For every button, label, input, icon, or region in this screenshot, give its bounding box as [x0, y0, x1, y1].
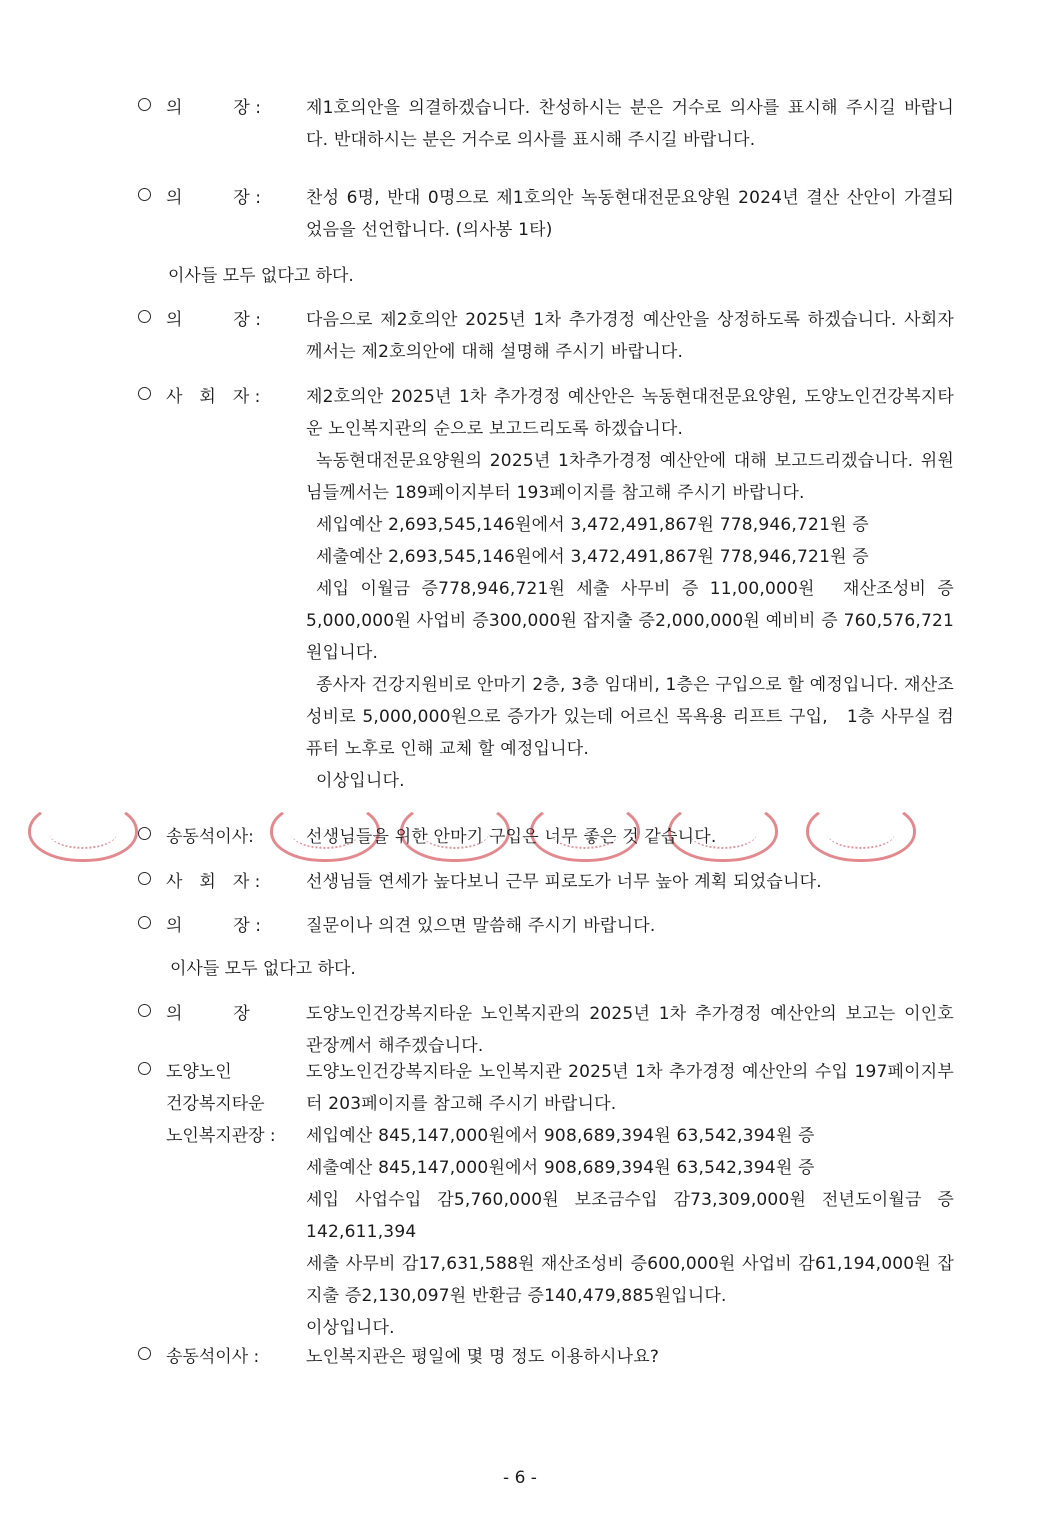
speech-line: 녹동현대전문요양원의 2025년 1차추가경정 예산안에 대해 보고드리겠습니다. 위원님들께서는 189페이지부터 193페이지를 참고해 주시기 바랍니다. — [306, 451, 954, 503]
speech-text — [306, 1056, 954, 1344]
speech-text — [306, 821, 954, 853]
speech-text — [306, 182, 954, 246]
speaker-label: 의 장 : — [166, 916, 261, 936]
proceedings-note: 이사들 모두 없다고 하다. — [168, 266, 354, 286]
speaker-label: 의 장 : — [166, 188, 261, 208]
speaker-label: 송동석이사: — [166, 827, 254, 847]
speech-line: 세입 이월금 증778,946,721원 세출 사무비 증 11,00,000원 재산조성비 증 5,000,000원 사업비 증300,000원 잡지출 증2,000,000원 예비비 증 760,576,721원입니다. — [306, 579, 954, 663]
speech-line: 다음으로 제2호의안 2025년 1차 추가경정 예산안을 상정하도록 하겠습니다. 사회자께서는 제2호의안에 대해 설명해 주시기 바랍니다. — [306, 310, 954, 362]
speaker-label: 송동석이사 : — [166, 1347, 260, 1367]
speech-line: 세출예산 2,693,545,146원에서 3,472,491,867원 778,946,721원 증 — [316, 547, 869, 567]
speech-line: 세입예산 2,693,545,146원에서 3,472,491,867원 778,946,721원 증 — [316, 515, 869, 535]
circle-bullet-icon — [138, 1062, 151, 1075]
speaker-label: 사 회 자 : — [166, 872, 261, 892]
speech-line: 제2호의안 2025년 1차 추가경정 예산안은 녹동현대전문요양원, 도양노인건강복지타운 노인복지관의 순으로 보고드리도록 하겠습니다. — [306, 387, 954, 439]
speech-line: 도양노인건강복지타운 노인복지관의 2025년 1차 추가경정 예산안의 보고는 이인호 관장께서 해주겠습니다. — [306, 1004, 954, 1056]
speech-line: 세출예산 845,147,000원에서 908,689,394원 63,542,394원 증 — [306, 1158, 815, 1178]
speaker-label-line: 도양노인 — [166, 1062, 232, 1082]
speech-text — [306, 998, 954, 1062]
page-number: - 6 - — [503, 1468, 537, 1488]
speech-line: 세입예산 845,147,000원에서 908,689,394원 63,542,394원 증 — [306, 1126, 815, 1146]
speech-text — [306, 304, 954, 368]
circle-bullet-icon — [138, 387, 151, 400]
circle-bullet-icon — [138, 98, 151, 111]
circle-bullet-icon — [138, 827, 151, 840]
circle-bullet-icon — [138, 310, 151, 323]
speech-line: 찬성 6명, 반대 0명으로 제1호의안 녹동현대전문요양원 2024년 결산 산안이 가결되었음을 선언합니다. (의사봉 1타) — [306, 188, 954, 240]
speech-line: 질문이나 의견 있으면 말씀해 주시기 바랍니다. — [306, 916, 656, 936]
speaker-label-line: 건강복지타운 — [166, 1094, 265, 1114]
circle-bullet-icon — [138, 872, 151, 885]
red-seal-stamp — [28, 800, 138, 862]
speaker-label-line: 노인복지관장 : — [166, 1126, 276, 1146]
speech-text — [306, 910, 954, 942]
speech-text — [306, 1341, 954, 1373]
speaker-label: 의 장 : — [166, 310, 261, 330]
speech-line: 이상입니다. — [306, 1318, 395, 1338]
speech-line: 세출 사무비 감17,631,588원 재산조성비 증600,000원 사업비 감61,194,000원 잡지출 증2,130,097원 반환금 증140,479,885원입니다. — [306, 1254, 954, 1306]
speaker-label — [166, 1056, 296, 1152]
circle-bullet-icon — [138, 1004, 151, 1017]
speech-line: 제1호의안을 의결하겠습니다. 찬성하시는 분은 거수로 의사를 표시해 주시길 바랍니다. 반대하시는 분은 거수로 의사를 표시해 주시길 바랍니다. — [306, 98, 954, 150]
speech-line: 선생님들 연세가 높다보니 근무 피로도가 너무 높아 계획 되었습니다. — [306, 872, 822, 892]
speaker-label: 의 장 — [166, 1004, 250, 1024]
proceedings-note: 이사들 모두 없다고 하다. — [170, 959, 356, 979]
circle-bullet-icon — [138, 916, 151, 929]
speech-line: 세입 사업수입 감5,760,000원 보조금수입 감73,309,000원 전년도이월금 증142,611,394 — [306, 1190, 954, 1242]
speech-line: 종사자 건강지원비로 안마기 2층, 3층 임대비, 1층은 구입으로 할 예정입니다. 재산조성비로 5,000,000원으로 증가가 있는데 어르신 목욕용 리프트 구입, 1층 사무실 컴퓨터 노후로 인해 교체 할 예정입니다. — [306, 675, 954, 759]
speech-text — [306, 381, 954, 797]
speech-line: 도양노인건강복지타운 노인복지관 2025년 1차 추가경정 예산안의 수입 197페이지부터 203페이지를 참고해 주시기 바랍니다. — [306, 1062, 954, 1114]
speech-line: 이상입니다. — [316, 771, 405, 791]
speech-text — [306, 866, 954, 898]
speech-text — [306, 92, 954, 156]
speaker-label: 사 회 자 : — [166, 387, 261, 407]
speech-line: 노인복지관은 평일에 몇 명 정도 이용하시나요? — [306, 1347, 660, 1367]
speech-line: 선생님들을 위한 안마기 구입은 너무 좋은 것 같습니다. — [306, 827, 717, 847]
circle-bullet-icon — [138, 1347, 151, 1360]
speaker-label: 의 장 : — [166, 98, 261, 118]
circle-bullet-icon — [138, 188, 151, 201]
